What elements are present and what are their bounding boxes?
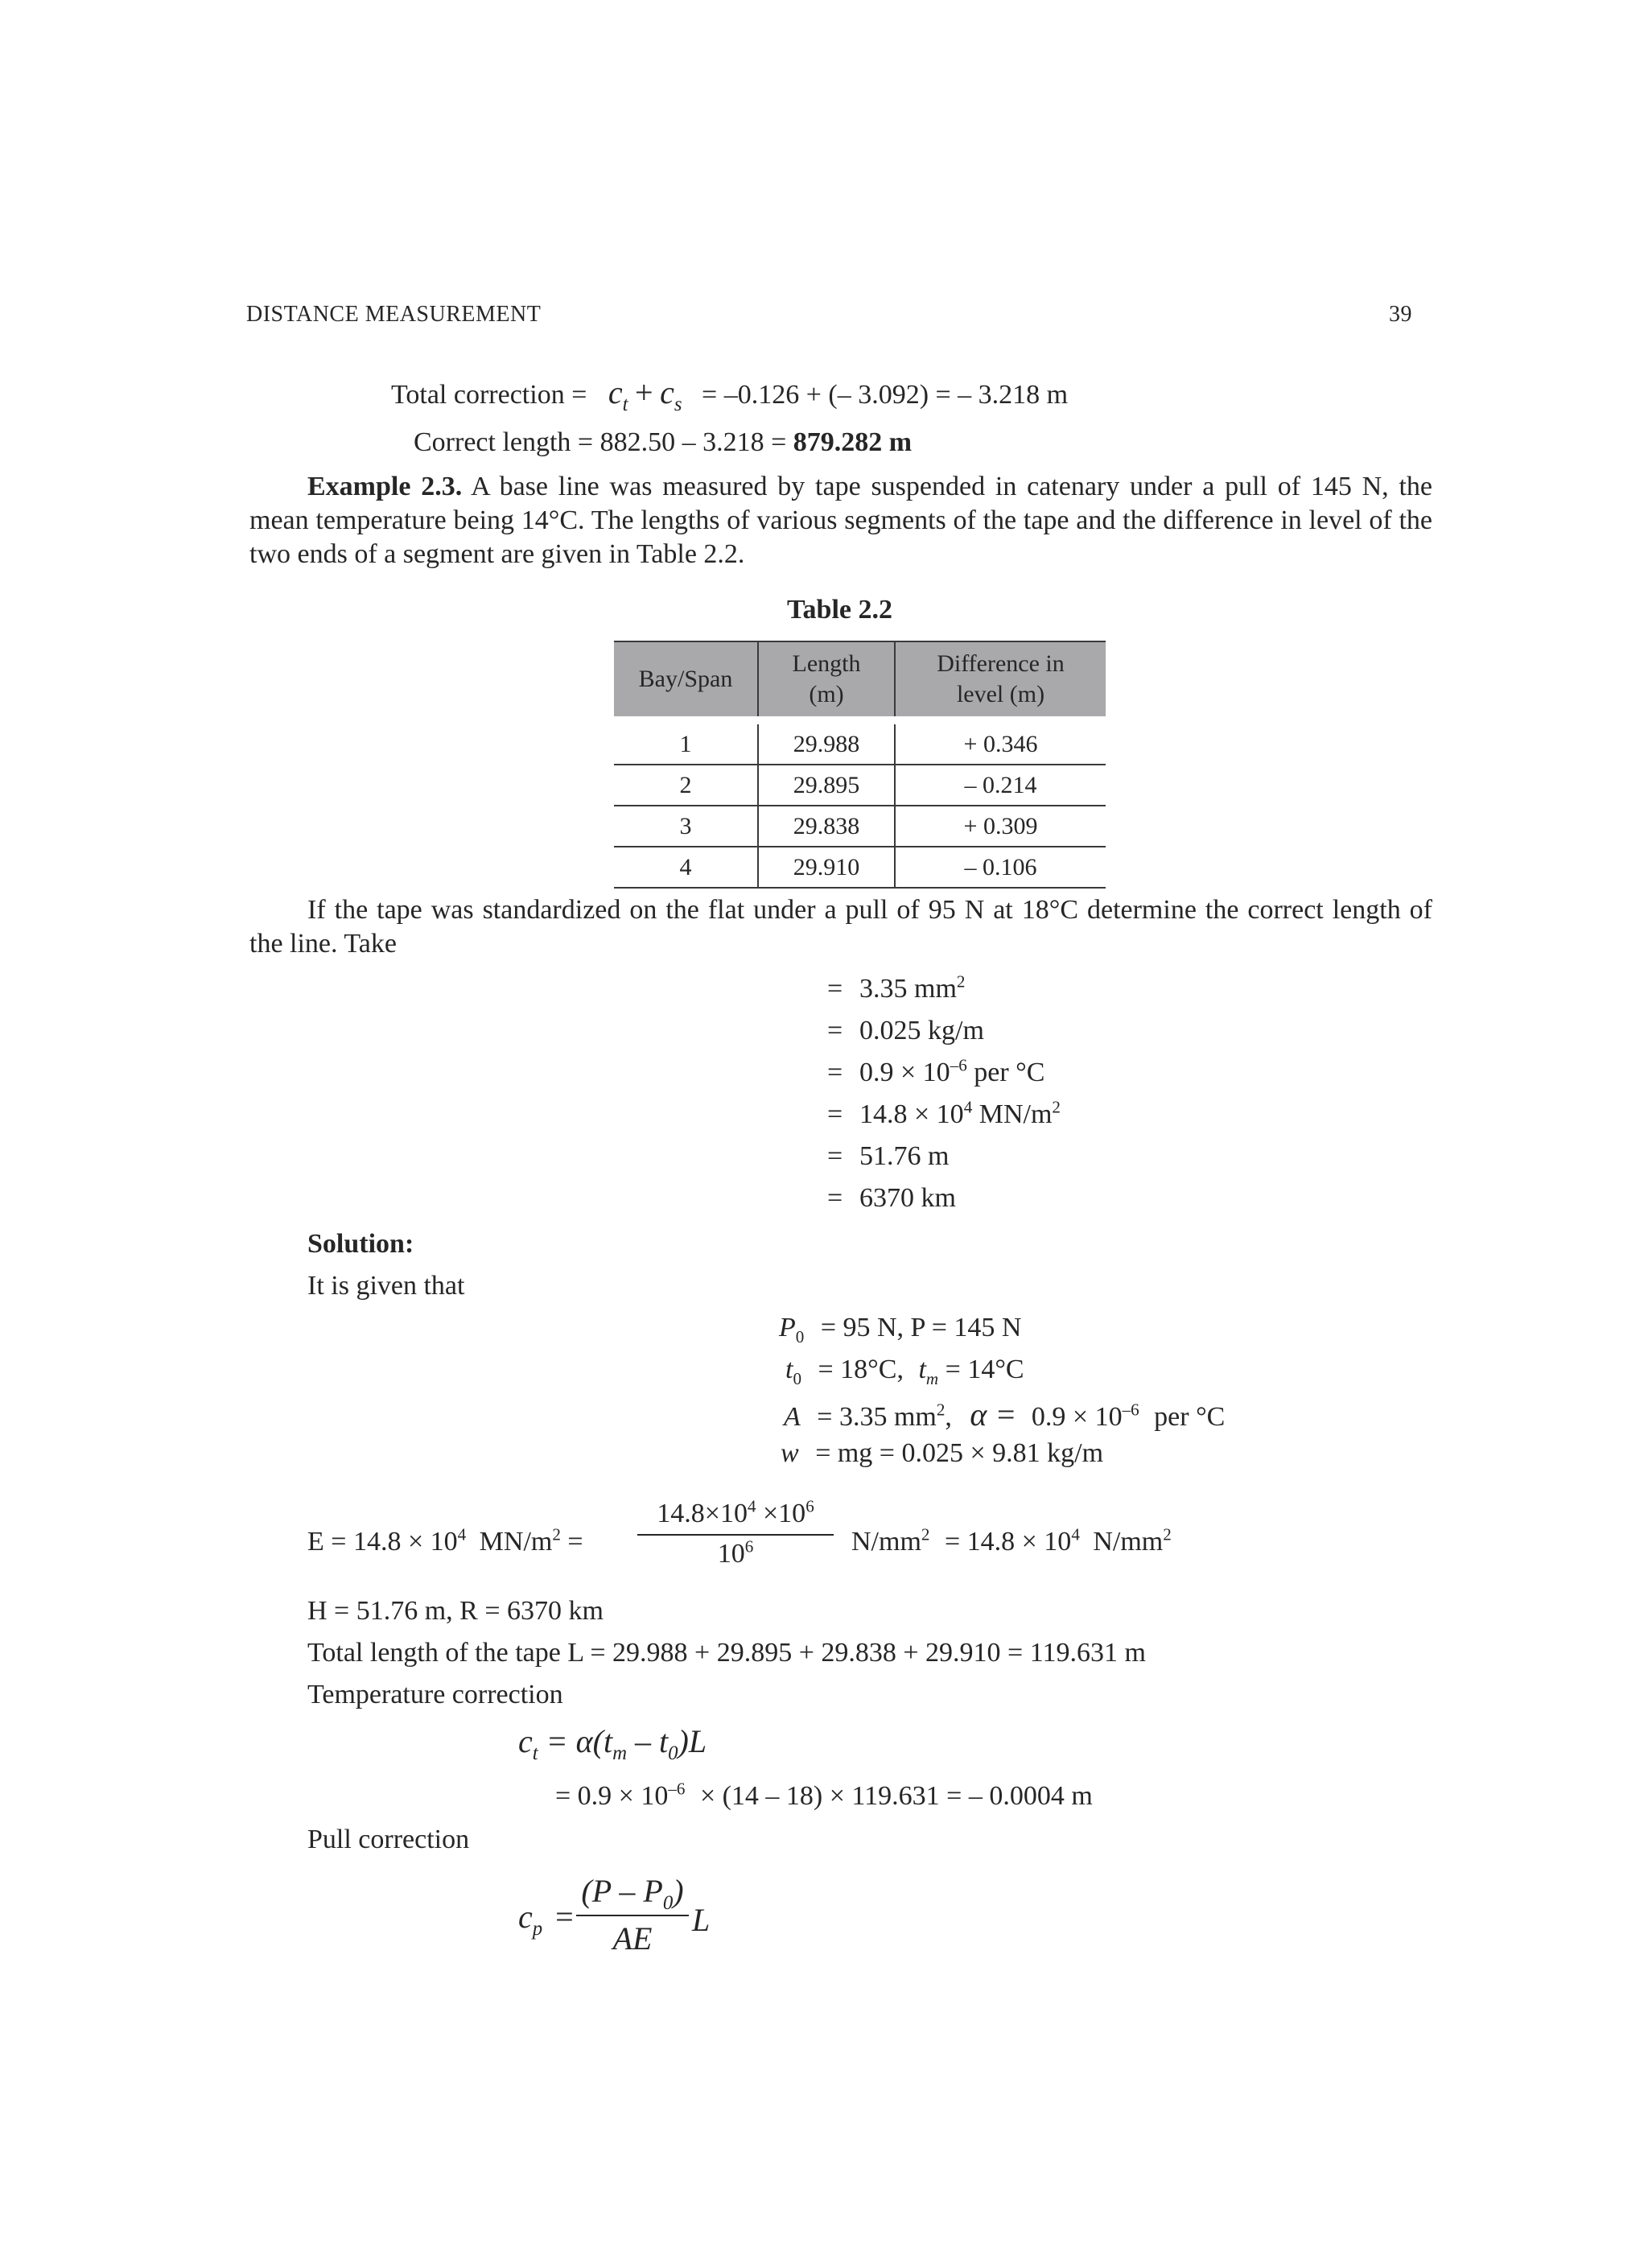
table-cell: – 0.214	[895, 765, 1106, 806]
table-cell: + 0.346	[895, 720, 1106, 765]
given-eq: =	[827, 1141, 843, 1171]
table-caption: Table 2.2	[787, 595, 893, 625]
table-row	[614, 765, 1106, 806]
given-eq: =	[827, 1183, 843, 1213]
table-header-row	[614, 641, 1106, 720]
given-eq: =	[827, 974, 843, 1004]
given-value: 51.76 m	[859, 1141, 950, 1171]
given-value: 6370 km	[859, 1183, 956, 1213]
correct-length-value: 879.282 m	[793, 427, 913, 457]
total-length-line: Total length of the tape L = 29.988 + 29.895 + 29.838 + 29.910 = 119.631 m	[307, 1638, 1146, 1668]
e-numerator: $14.8\times 10^4 \times 10^6$	[637, 1499, 834, 1536]
example-text: A base line was measured by tape suspended in catenary under a pull of 145 N, the mean temperature being 14°C. The lengths of various segments of the tape and the difference in level of the two ends of a segment are given in Table 2.2.	[249, 472, 1432, 569]
total-correction-label: Total correction =	[391, 380, 587, 410]
total-correction-line	[391, 373, 1069, 415]
table-row	[614, 720, 1106, 765]
solution-heading: Solution:	[307, 1229, 414, 1259]
given-eq: =	[827, 1058, 843, 1087]
standardization-text: If the tape was standardized on the flat under a pull of 95 N at 18°C determine the correct length of the line. Take	[249, 895, 1432, 959]
table-cell: 2	[614, 765, 758, 806]
running-title: DISTANCE MEASUREMENT	[246, 302, 542, 327]
plus-sign: +	[635, 374, 653, 410]
pull-fraction	[576, 1872, 689, 1957]
temperature-value: = $0.9 \times 10^{-6} \times (14 - 18) \times 119.631$ = – 0.0004 m	[555, 1779, 1093, 1811]
given-w-line: w = mg = 0.025 × 9.81 kg/m	[781, 1438, 1104, 1468]
table-cell: 29.910	[758, 847, 895, 888]
temperature-correction-heading: Temperature correction	[307, 1680, 563, 1709]
pull-denominator: AE	[612, 1920, 653, 1957]
given-a-line: A = 3.35 $mm^2$, $\alpha = 0.9 \times 10^{-6}$ per °C	[784, 1396, 1226, 1433]
ct-symbol: $c_t$	[608, 374, 628, 415]
example-label: Example 2.3.	[307, 472, 463, 501]
table-cell: 3	[614, 806, 758, 847]
given-eq: =	[827, 1099, 843, 1129]
header-difference: Difference in level (m)	[895, 641, 1106, 720]
table-2-2	[614, 641, 1106, 889]
cs-symbol: $c_s$	[660, 374, 682, 415]
table-cell: 29.838	[758, 806, 895, 847]
given-t-line: $t_0 = 18^\circ C$, $t_m = 14^\circ C$	[785, 1355, 1024, 1388]
pull-formula-L: L	[692, 1902, 711, 1938]
table-row	[614, 847, 1106, 888]
table-cell: 4	[614, 847, 758, 888]
example-paragraph	[249, 470, 1432, 571]
header-length: Length (m)	[758, 641, 895, 720]
given-p-line: $P_0 = 95$ N, P = 145 N	[779, 1313, 1022, 1346]
temperature-formula: $c_t = \alpha(t_m - t_0)L$	[518, 1723, 707, 1764]
correct-length-label: Correct length = 882.50 – 3.218 =	[414, 427, 787, 457]
table-cell: 29.895	[758, 765, 895, 806]
e-line-rhs: $N/mm^2 = 14.8 \times 10^4$ $N/mm^2$	[851, 1524, 1172, 1557]
h-r-line: H = 51.76 m, R = 6370 km	[307, 1596, 604, 1626]
e-line-lhs: $E = 14.8 \times 10^4$ $MN/m^2$ =	[307, 1524, 583, 1557]
table-cell: 1	[614, 720, 758, 765]
table-cell: + 0.309	[895, 806, 1106, 847]
table-row	[614, 806, 1106, 847]
given-eq: =	[827, 1016, 843, 1045]
e-fraction	[637, 1496, 834, 1569]
solution-intro: It is given that	[307, 1271, 465, 1301]
pull-correction-heading: Pull correction	[307, 1825, 470, 1854]
table-cell: – 0.106	[895, 847, 1106, 888]
header-bay-span: Bay/Span	[614, 641, 758, 720]
given-value: $0.9 \times 10^{-6}$ per °C	[859, 1055, 1045, 1087]
standardization-paragraph	[249, 893, 1432, 961]
given-value: 0.025 kg/m	[859, 1016, 984, 1045]
total-correction-value: = –0.126 + (– 3.092) = – 3.218 m	[702, 380, 1069, 410]
pull-formula-lhs: $c_p$ =	[518, 1899, 574, 1940]
correct-length-line	[414, 427, 912, 460]
pull-numerator: $(P - P_0)$	[576, 1872, 689, 1916]
page-number: 39	[1389, 302, 1412, 327]
table-cell: 29.988	[758, 720, 895, 765]
e-denominator: $10^6$	[717, 1536, 754, 1569]
given-value: 3.35 $mm^2$	[859, 971, 966, 1004]
given-value: $14.8 \times 10^4$ $MN/m^2$	[859, 1097, 1061, 1129]
